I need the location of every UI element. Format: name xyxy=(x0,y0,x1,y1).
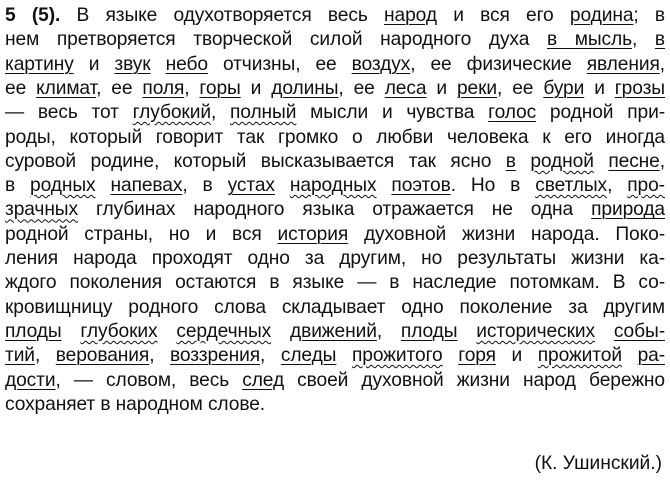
text-segment: ее xyxy=(5,77,37,99)
text-segment xyxy=(594,151,608,172)
text-segment xyxy=(96,175,111,196)
text-segment: , xyxy=(659,150,665,172)
text-segment xyxy=(595,321,614,342)
underlined-word: родина xyxy=(569,5,634,26)
text-segment: , xyxy=(376,320,401,342)
wavy-underlined-word: родных xyxy=(30,175,96,197)
text-segment: роды, который говорит так громко о любви человека к его иногда xyxy=(5,126,665,148)
text-segment xyxy=(443,345,459,366)
underlined-word: воздух xyxy=(351,53,411,75)
text-segment: , xyxy=(149,345,171,367)
wavy-underlined-word: исторических xyxy=(476,320,596,342)
underlined-word: тий xyxy=(5,345,35,367)
text-segment: , xyxy=(659,53,665,75)
text-segment xyxy=(151,54,166,75)
underlined-word: реки xyxy=(456,77,498,99)
underlined-word: верования xyxy=(55,345,150,367)
underlined-word: леса xyxy=(384,77,427,99)
text-line xyxy=(5,369,665,393)
text-segment: духовной жизни народа. Поко- xyxy=(348,223,665,245)
wavy-underlined-word: прожитого xyxy=(351,345,443,367)
text-segment xyxy=(271,321,290,342)
wavy-underlined-word: зрачных xyxy=(5,199,78,221)
text-segment: кровищницу родного слова складывает одно поколение за другим xyxy=(5,296,665,318)
underlined-word: история xyxy=(277,223,349,245)
underlined-word: поля xyxy=(142,77,185,99)
text-segment: и xyxy=(73,53,115,75)
text-segment: сохраняет в народном слове. xyxy=(5,393,265,415)
underlined-word: воззрения xyxy=(170,345,261,367)
wavy-underlined-word: светлых xyxy=(535,175,608,197)
underlined-word: в мысль xyxy=(546,29,633,51)
text-segment: . Но в xyxy=(450,175,536,197)
author-attribution: (К. Ушинский.) xyxy=(534,453,662,474)
wavy-underlined-word: прожитой xyxy=(537,345,622,367)
text-segment: отчизны, ее xyxy=(207,53,352,75)
text-segment: нем претворяется творческой силой народного духа xyxy=(5,29,547,51)
wavy-underlined-word: про- xyxy=(627,175,665,197)
text-line xyxy=(5,271,665,295)
text-line xyxy=(5,53,665,77)
underlined-word: собы- xyxy=(613,320,665,342)
text-segment xyxy=(457,321,476,342)
text-segment: родной при- xyxy=(536,102,665,124)
underlined-word: в xyxy=(505,150,516,172)
text-segment xyxy=(62,321,81,342)
underlined-word: песне xyxy=(608,150,660,172)
text-line xyxy=(5,393,665,417)
underlined-word: картину xyxy=(5,53,74,75)
text-line xyxy=(5,223,665,247)
text-segment xyxy=(336,345,352,366)
wavy-underlined-word: родной xyxy=(530,150,594,172)
text-segment: , xyxy=(210,102,230,124)
underlined-word: устах xyxy=(227,175,275,197)
wavy-underlined-word: глубокий xyxy=(132,102,211,124)
text-line xyxy=(5,344,665,368)
text-segment xyxy=(275,175,290,196)
text-segment: мысли и чувства xyxy=(296,102,489,124)
underlined-word: грозы xyxy=(614,77,665,99)
text-segment: — весь тот xyxy=(5,102,133,124)
underlined-word: народ xyxy=(384,5,437,26)
underlined-word: горы xyxy=(199,77,241,99)
text-line xyxy=(5,296,665,320)
underlined-word: напевах xyxy=(110,175,183,197)
underlined-word: движений xyxy=(290,320,377,342)
underlined-word: дости xyxy=(5,369,56,391)
text-segment: , ее xyxy=(338,77,385,99)
wavy-underlined-word: полный xyxy=(230,102,297,124)
underlined-word: след xyxy=(242,369,285,391)
underlined-word: голос xyxy=(488,102,537,124)
underlined-word: долины xyxy=(271,77,339,99)
text-line xyxy=(5,247,665,271)
text-segment: , xyxy=(260,345,281,367)
wavy-underlined-word: народных xyxy=(289,175,377,197)
underlined-word: небо xyxy=(165,53,208,75)
exercise-number: 5 (5). xyxy=(5,5,61,26)
text-segment: глубинах народного языка отражается не одна xyxy=(78,199,592,221)
text-segment: в xyxy=(5,175,31,197)
text-segment xyxy=(622,345,638,366)
text-segment: В языке одухотворяется весь xyxy=(60,5,385,26)
text-line xyxy=(5,126,665,150)
text-segment: ; в xyxy=(633,5,666,26)
text-segment xyxy=(516,151,530,172)
text-segment: , xyxy=(184,77,200,99)
text-line xyxy=(5,150,665,174)
text-segment: суровой родине, который высказывается так ясно xyxy=(5,150,506,172)
underlined-word: горя xyxy=(458,345,496,367)
wavy-underlined-word: сердечных xyxy=(176,320,272,342)
text-line xyxy=(5,4,665,28)
text-segment: , ее физические xyxy=(410,53,587,75)
wavy-underlined-word: глубоких xyxy=(80,320,158,342)
text-segment: , xyxy=(632,29,655,51)
text-segment: и xyxy=(495,345,538,367)
text-segment: , ее xyxy=(497,77,544,99)
underlined-word: климат xyxy=(36,77,97,99)
underlined-word: в xyxy=(654,29,666,51)
text-segment: и xyxy=(584,77,615,99)
text-segment: , xyxy=(607,175,628,197)
underlined-word: плоды xyxy=(400,320,458,342)
text-segment: ления народа проходят одно за другим, но результаты жизни ка- xyxy=(5,248,665,269)
text-segment xyxy=(158,321,177,342)
text-line xyxy=(5,77,665,101)
text-segment xyxy=(376,175,391,196)
underlined-word: плоды xyxy=(5,320,62,342)
underlined-word: поэтов xyxy=(391,175,451,197)
text-segment: , — словом, весь xyxy=(55,369,243,391)
text-segment: своей духовной жизни народ бережно xyxy=(284,369,665,391)
text-segment: ждого поколения остаются в языке — в наследие потомкам. В со- xyxy=(5,272,665,294)
text-line xyxy=(5,101,665,125)
text-segment: родной страны, но и вся xyxy=(5,223,278,245)
text-line xyxy=(5,198,665,222)
text-segment: и вся его xyxy=(436,5,570,26)
text-segment: и xyxy=(240,77,272,99)
underlined-word: природа xyxy=(591,199,665,221)
text-segment: , ее xyxy=(96,77,143,99)
text-segment: , в xyxy=(182,175,228,197)
text-segment: , xyxy=(34,345,56,367)
text-line xyxy=(5,28,665,52)
underlined-word: следы xyxy=(280,345,337,367)
text-line xyxy=(5,174,665,198)
underlined-word: звук xyxy=(114,53,151,75)
underlined-word: бури xyxy=(543,77,585,99)
underlined-word: явления xyxy=(586,53,660,75)
underlined-word: ра- xyxy=(637,345,665,367)
text-segment: и xyxy=(426,77,457,99)
text-line xyxy=(5,320,665,344)
